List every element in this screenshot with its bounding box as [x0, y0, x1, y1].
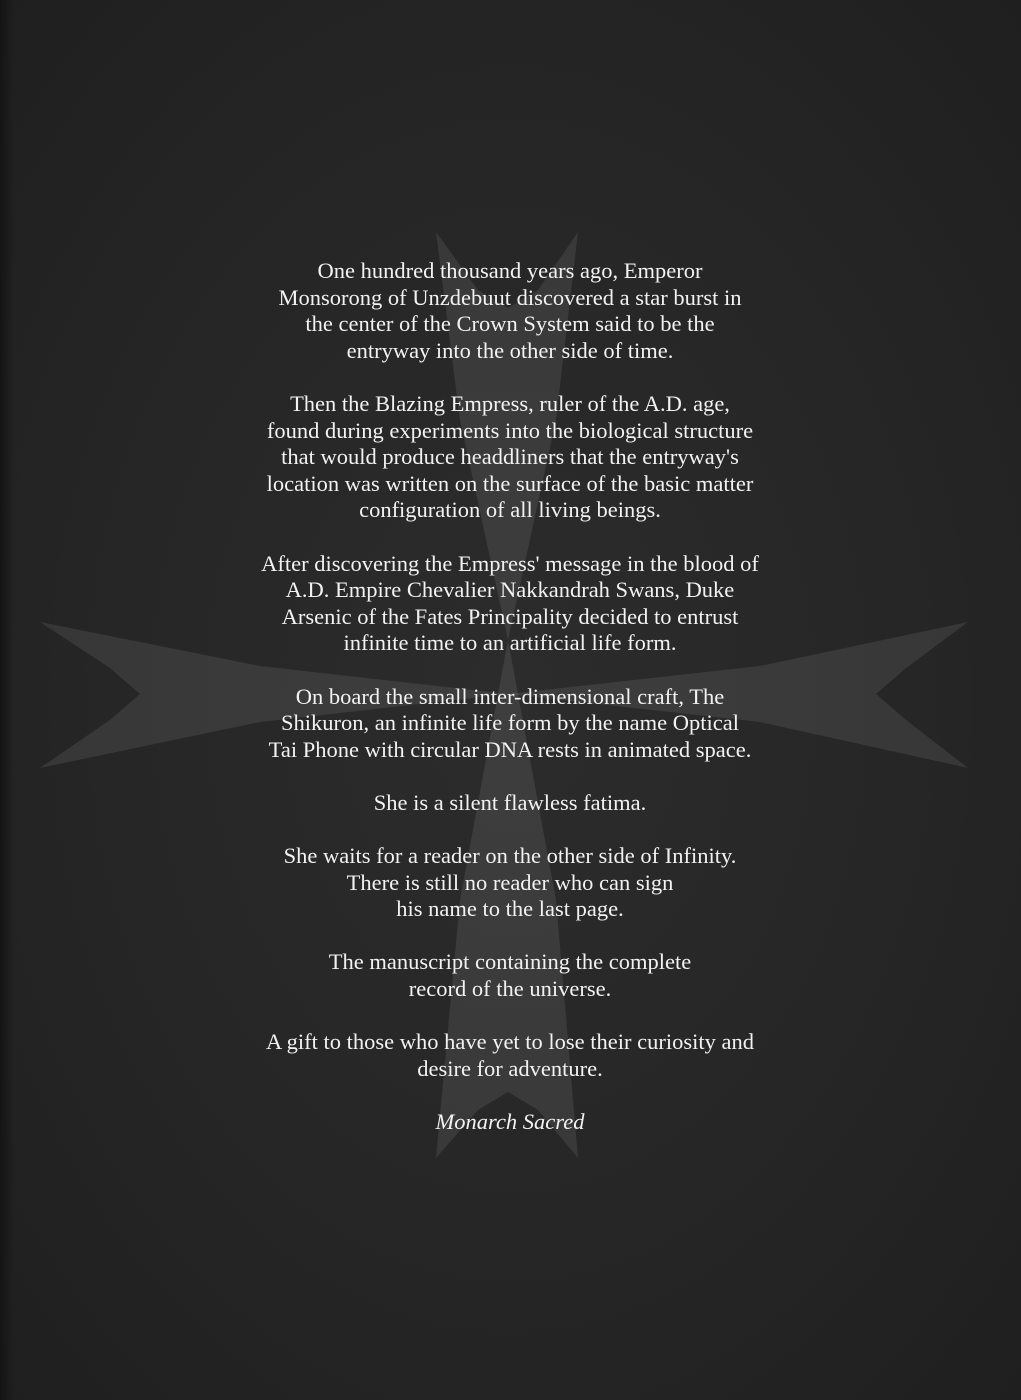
text-line: the center of the Crown System said to be the — [305, 311, 715, 337]
text-line: Monsorong of Unzdebuut discovered a star burst in — [278, 284, 742, 310]
text-line: Shikuron, an infinite life form by the name Optical — [280, 710, 739, 736]
paragraph — [190, 790, 830, 817]
paragraph — [190, 551, 830, 657]
text-line: Then the Blazing Empress, ruler of the A.D. age, — [290, 390, 730, 416]
text-line: A gift to those who have yet to lose their curiosity and — [265, 1029, 755, 1055]
paragraph — [190, 843, 830, 923]
text-line: record of the universe. — [408, 976, 612, 1002]
text-line: entryway into the other side of time. — [346, 337, 674, 363]
text-line: found during experiments into the biological structure — [266, 417, 754, 443]
paragraph — [190, 391, 830, 524]
text-line: After discovering the Empress' message in the blood of — [261, 550, 759, 576]
text-line: his name to the last page. — [396, 896, 624, 922]
text-line: She waits for a reader on the other side of Infinity. — [283, 843, 737, 869]
text-line: infinite time to an artificial life form. — [343, 630, 677, 656]
text-line: One hundred thousand years ago, Emperor — [317, 258, 703, 283]
manifesto-text — [190, 258, 830, 1136]
paragraph — [190, 949, 830, 1002]
signature: Monarch Sacred — [435, 1109, 585, 1134]
paragraph — [190, 258, 830, 364]
text-line: that would produce headdliners that the entryway's — [281, 444, 739, 470]
paragraph — [190, 684, 830, 764]
text-line: On board the small inter-dimensional craft, The — [295, 683, 725, 709]
text-line: A.D. Empire Chevalier Nakkandrah Swans, Duke — [285, 577, 735, 603]
text-line: Tai Phone with circular DNA rests in animated space. — [268, 736, 752, 762]
text-line: There is still no reader who can sign — [346, 869, 674, 895]
paragraph — [190, 1029, 830, 1082]
text-line: configuration of all living beings. — [359, 497, 661, 523]
text-line: location was written on the surface of the basic matter — [266, 470, 754, 496]
text-line: Arsenic of the Fates Principality decided to entrust — [281, 603, 739, 629]
text-line: desire for adventure. — [417, 1055, 603, 1081]
text-line: She is a silent flawless fatima. — [373, 789, 647, 815]
text-line: The manuscript containing the complete — [328, 949, 692, 975]
